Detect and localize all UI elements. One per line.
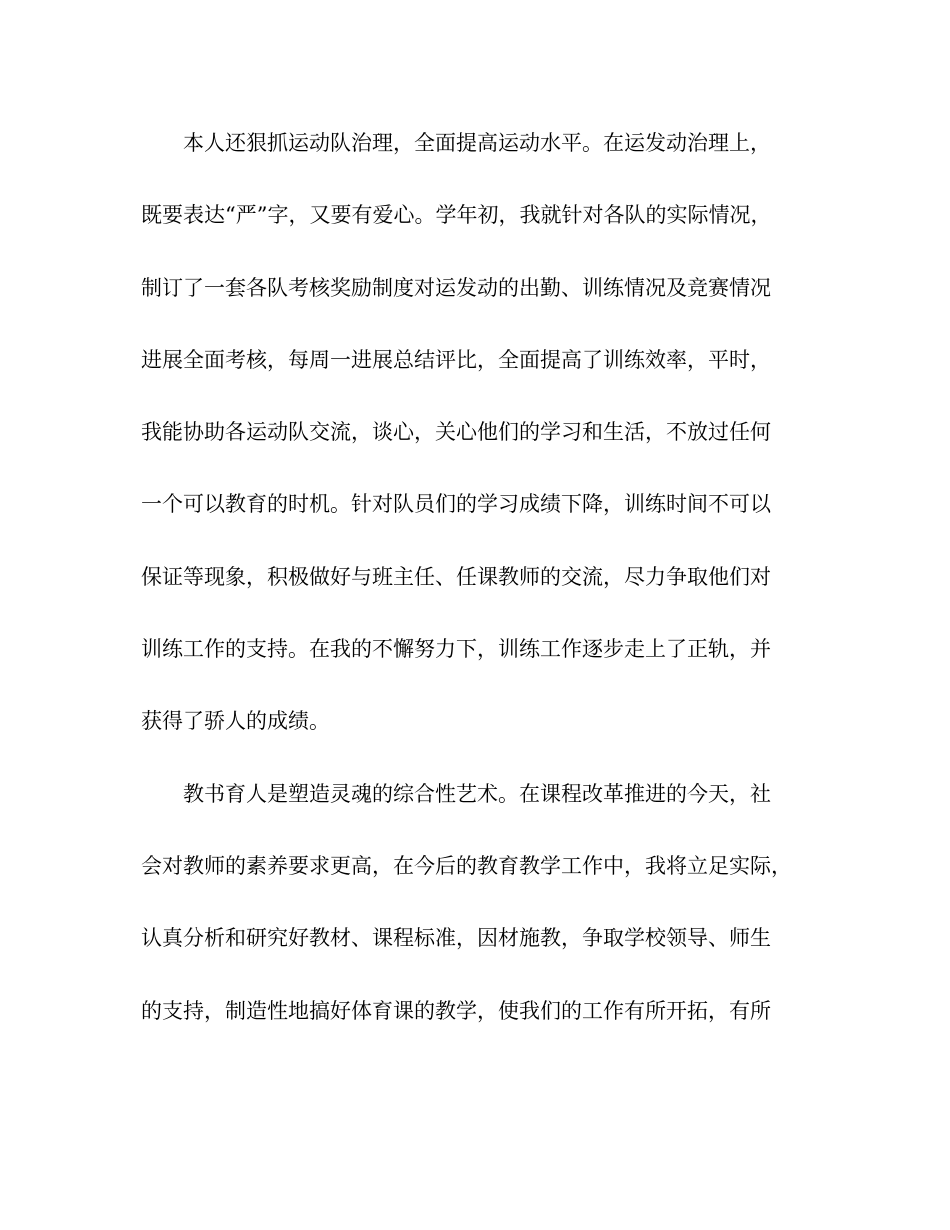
paragraph-1-line-8: 训练工作的支持。在我的不懈努力下，训练工作逐步走上了正轨，并 — [141, 637, 771, 662]
paragraph-1-line-4: 进展全面考核，每周一进展总结评比，全面提高了训练效率，平时， — [141, 347, 771, 372]
paragraph-1-line-9: 获得了骄人的成绩。 — [141, 709, 330, 734]
paragraph-2-line-3: 认真分析和研究好教材、课程标准，因材施教，争取学校领导、师生 — [141, 926, 771, 951]
paragraph-1-line-2: 既要表达“严”字，又要有爱心。学年初，我就针对各队的实际情况， — [141, 203, 772, 228]
paragraph-2-line-4: 的支持，制造性地搞好体育课的教学，使我们的工作有所开拓，有所 — [141, 998, 771, 1023]
paragraph-1-line-5: 我能协助各运动队交流，谈心，关心他们的学习和生活，不放过任何 — [141, 420, 771, 445]
paragraph-2-line-2: 会对教师的素养要求更高，在今后的教育教学工作中，我将立足实际， — [141, 853, 792, 878]
paragraph-1-line-7: 保证等现象，积极做好与班主任、任课教师的交流，尽力争取他们对 — [141, 564, 771, 589]
document-body — [141, 126, 809, 1066]
paragraph-1 — [141, 126, 809, 777]
paragraph-2-line-1: 教书育人是塑造灵魂的综合性艺术。在课程改革推进的今天，社 — [183, 781, 771, 806]
paragraph-1-line-1: 本人还狠抓运动队治理，全面提高运动水平。在运发动治理上， — [183, 131, 771, 155]
paragraph-1-line-6: 一个可以教育的时机。针对队员们的学习成绩下降，训练时间不可以 — [141, 492, 771, 517]
paragraph-1-line-3: 制订了一套各队考核奖励制度对运发动的出勤、训练情况及竞赛情况 — [141, 275, 771, 300]
paragraph-2 — [141, 777, 809, 1066]
